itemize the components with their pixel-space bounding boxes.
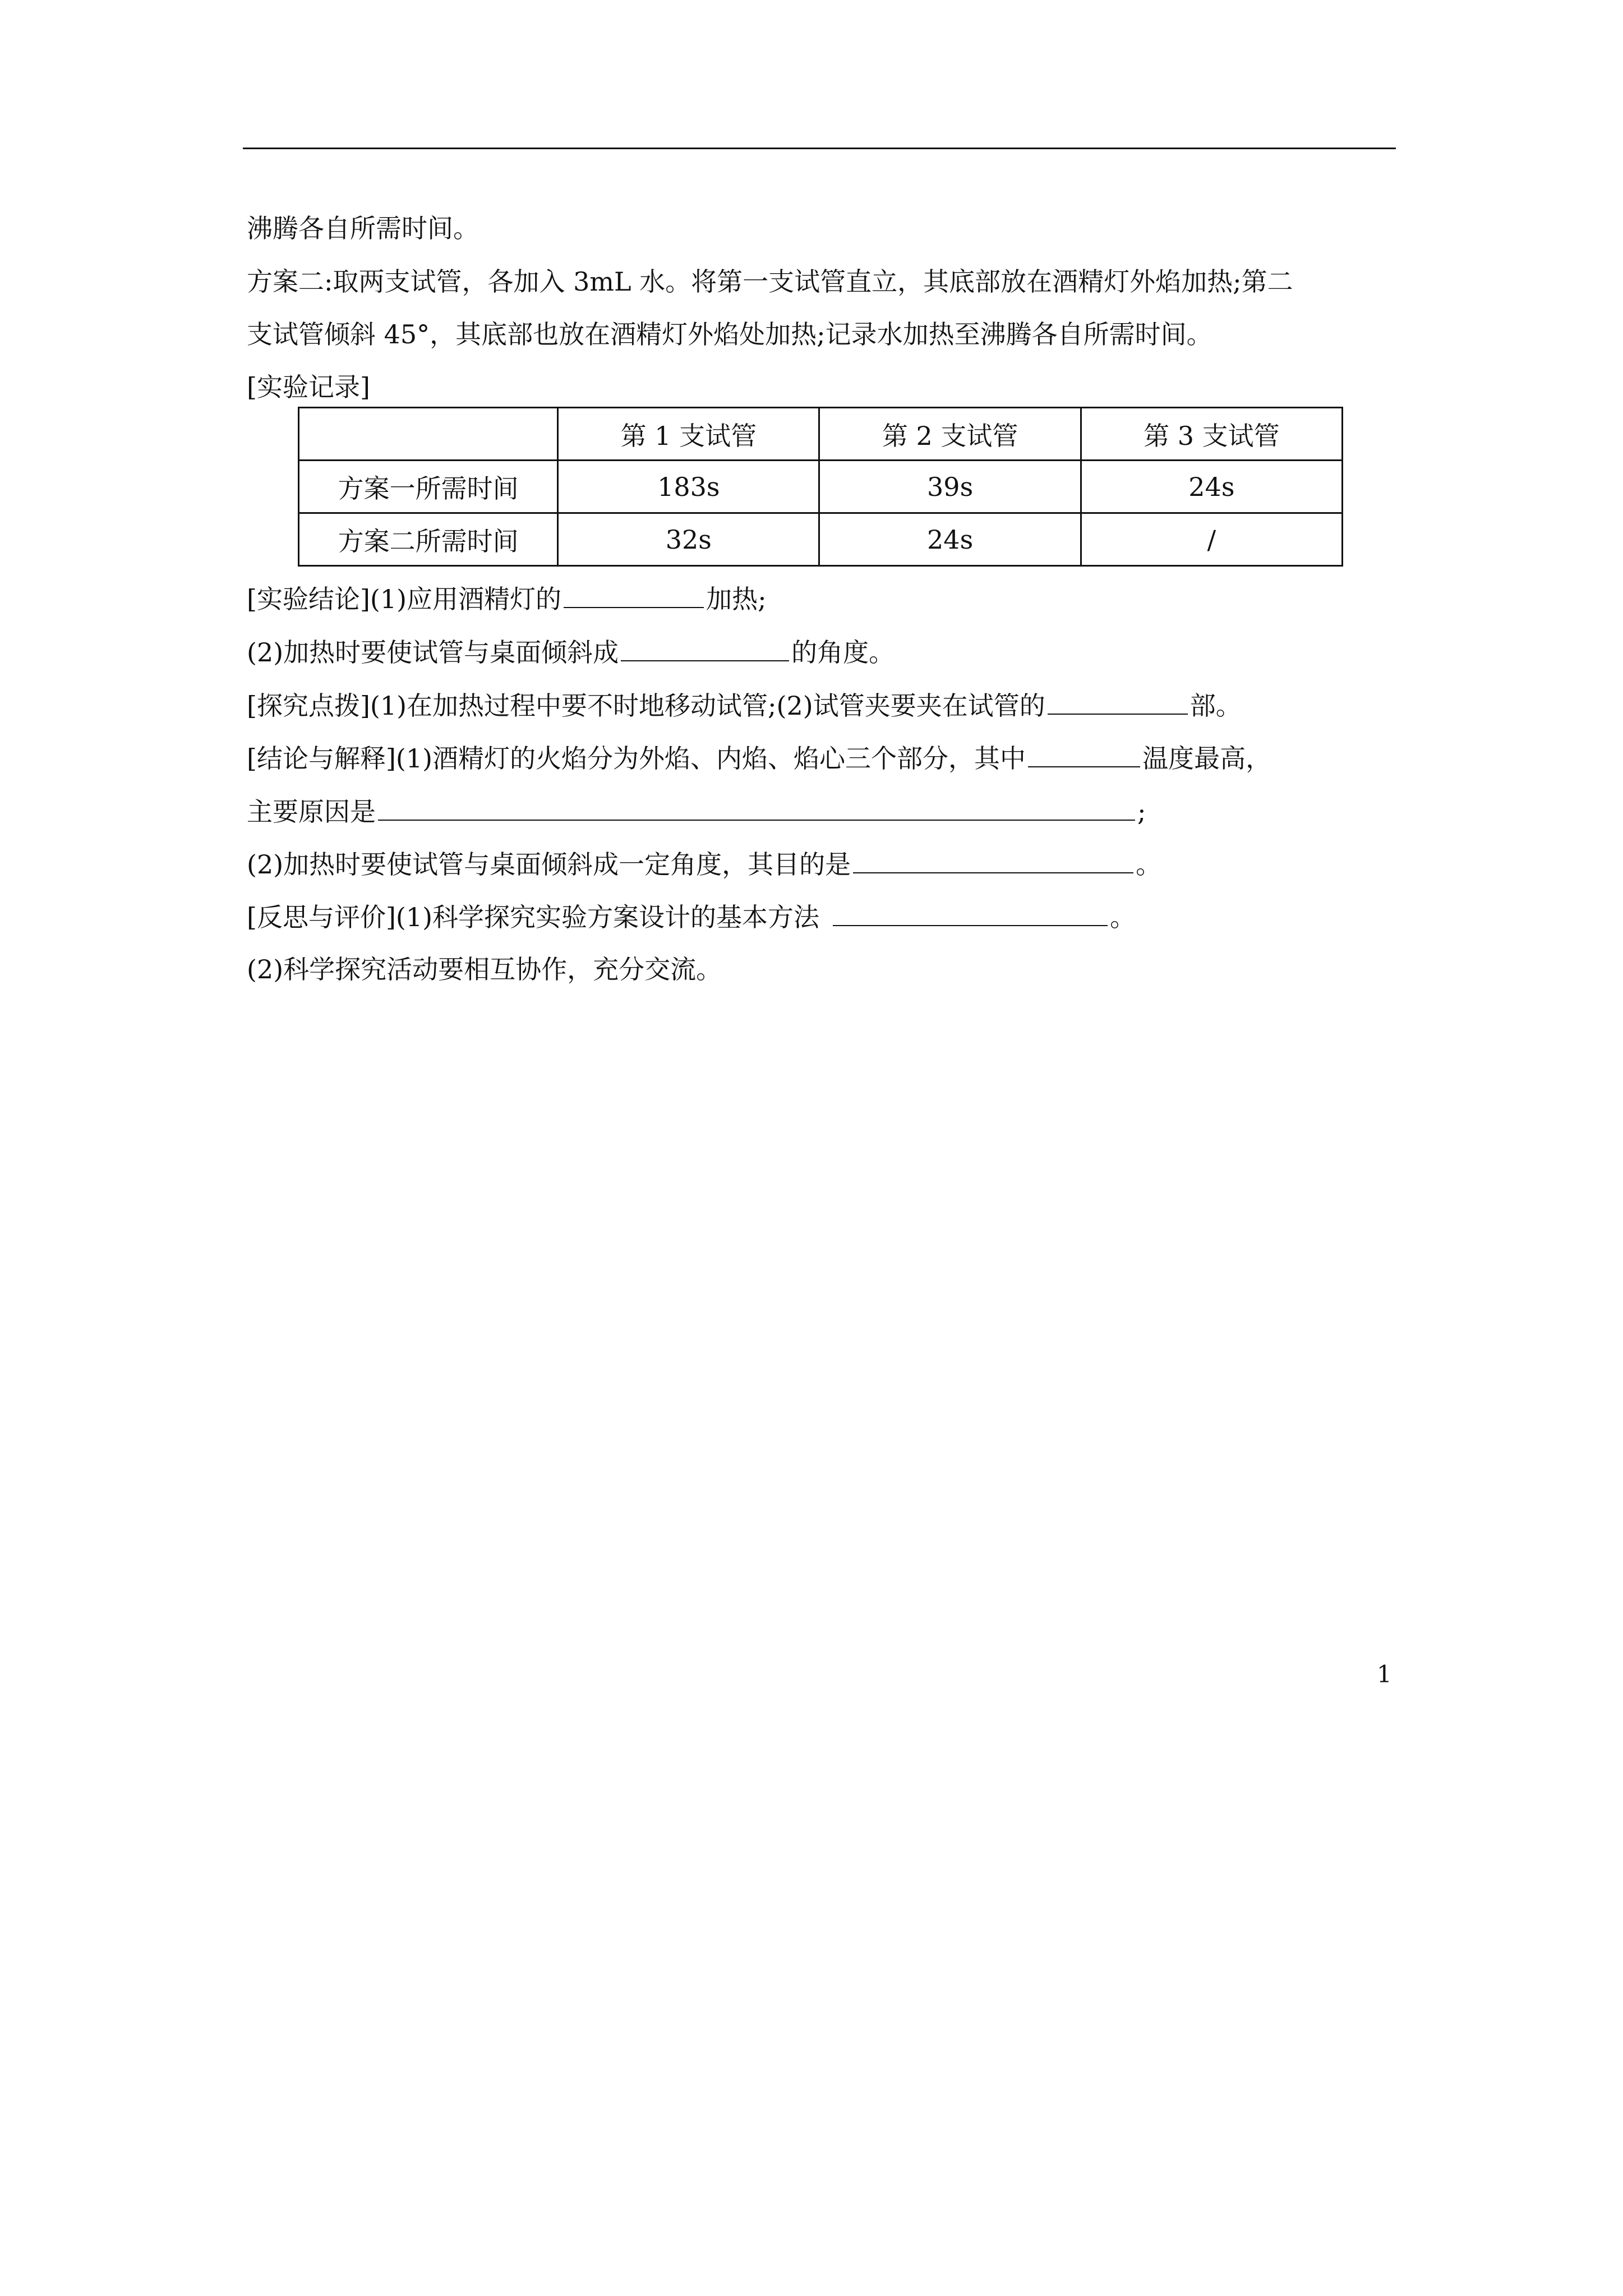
table-cell: / <box>1081 513 1342 566</box>
text-segment: [实验结论](1)应用酒精灯的 <box>247 584 562 614</box>
text-line-2: 方案二:取两支试管，各加入 3mL 水。将第一支试管直立，其底部放在酒精灯外焰加热;第二 <box>247 266 1293 297</box>
text-line-1: 沸腾各自所需时间。 <box>247 213 479 243</box>
explanation-line-1 <box>247 740 1271 775</box>
table-cell: 方案二所需时间 <box>299 513 558 566</box>
text-segment: 主要原因是 <box>247 797 376 827</box>
table-row <box>299 461 1343 513</box>
answer-blank[interactable] <box>1028 740 1140 767</box>
table-cell: 方案一所需时间 <box>299 461 558 513</box>
table-cell: 24s <box>819 513 1081 566</box>
table-cell: 183s <box>558 461 819 513</box>
text-segment: (2)加热时要使试管与桌面倾斜成 <box>247 637 619 668</box>
table-cell: 24s <box>1081 461 1342 513</box>
header-rule <box>243 148 1396 149</box>
answer-blank[interactable] <box>1048 688 1188 715</box>
text-segment: ; <box>1137 797 1146 827</box>
text-segment: 。 <box>1136 849 1162 880</box>
section-heading-experiment-record: [实验记录] <box>247 372 370 402</box>
text-segment: 加热; <box>706 584 767 614</box>
text-segment: (2)加热时要使试管与桌面倾斜成一定角度，其目的是 <box>247 849 851 880</box>
text-segment: 温度最高， <box>1142 743 1272 774</box>
text-segment: 部。 <box>1189 691 1242 721</box>
table-header-cell: 第 3 支试管 <box>1081 408 1342 461</box>
reflection-line-1 <box>247 899 1136 934</box>
table-header-cell: 第 2 支试管 <box>819 408 1081 461</box>
table-header-row <box>299 408 1343 461</box>
answer-blank[interactable] <box>564 581 704 608</box>
table-cell: 39s <box>819 461 1081 513</box>
table-header-cell <box>299 408 558 461</box>
reflection-line-2: (2)科学探究活动要相互协作，充分交流。 <box>247 954 722 984</box>
table-cell: 32s <box>558 513 819 566</box>
answer-blank[interactable] <box>621 634 789 661</box>
explanation-line-3 <box>247 846 1161 881</box>
text-segment: [结论与解释](1)酒精灯的火焰分为外焰、内焰、焰心三个部分，其中 <box>247 743 1026 774</box>
experiment-record-table <box>298 407 1343 567</box>
text-segment: [探究点拨](1)在加热过程中要不时地移动试管;(2)试管夹要夹在试管的 <box>247 691 1045 721</box>
answer-blank[interactable] <box>378 794 1135 821</box>
conclusion-line-1 <box>247 581 767 616</box>
tips-line <box>247 688 1242 723</box>
text-segment: 。 <box>1110 902 1136 932</box>
answer-blank[interactable] <box>853 846 1133 873</box>
explanation-line-2 <box>247 794 1146 829</box>
table-row <box>299 513 1343 566</box>
table-header-cell: 第 1 支试管 <box>558 408 819 461</box>
text-line-3: 支试管倾斜 45°，其底部也放在酒精灯外焰处加热;记录水加热至沸腾各自所需时间。 <box>247 319 1212 349</box>
answer-blank[interactable] <box>833 899 1108 926</box>
page-number: 1 <box>1377 1660 1392 1688</box>
conclusion-line-2 <box>247 634 895 669</box>
text-segment: 的角度。 <box>791 637 895 668</box>
text-segment: [反思与评价](1)科学探究实验方案设计的基本方法 <box>247 902 820 932</box>
